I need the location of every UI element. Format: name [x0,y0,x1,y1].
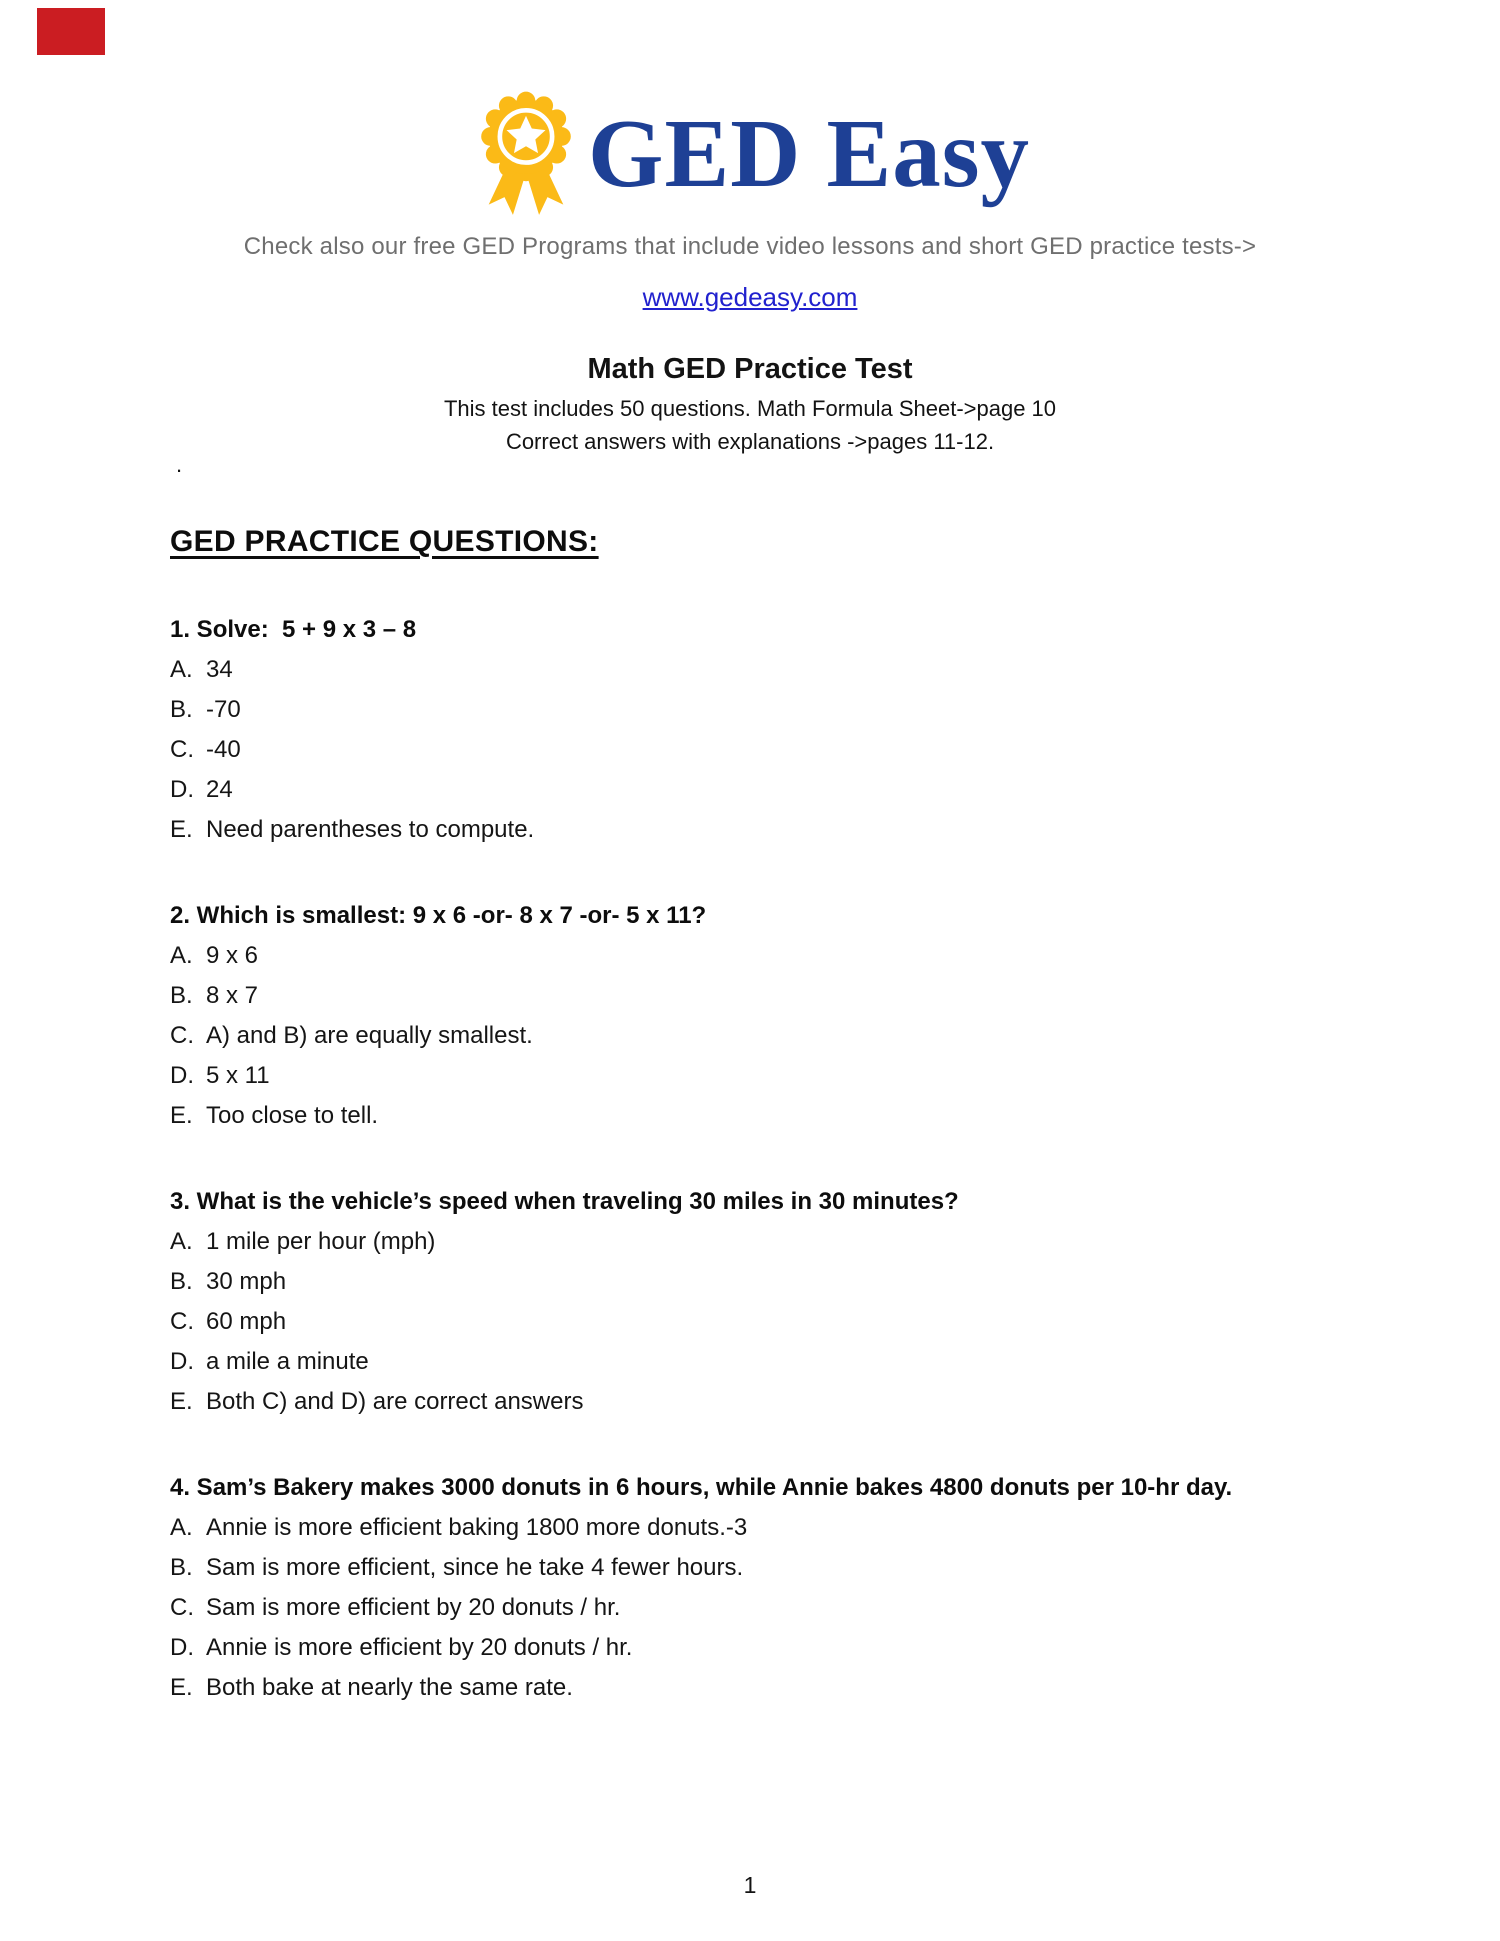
option-text: 34 [206,656,233,683]
option-letter: C. [170,1308,194,1335]
option-letter: B. [170,696,193,723]
answer-option [170,1342,1390,1382]
answer-option [170,1096,1390,1136]
answer-option [170,1056,1390,1096]
subtitle-line-1: This test includes 50 questions. Math Formula Sheet->page 10 [443,396,1057,421]
option-text: -40 [206,736,241,763]
option-text: 30 mph [206,1268,287,1295]
answer-option [170,1222,1390,1262]
answer-option [170,1302,1390,1342]
option-text: Sam is more efficient by 20 donuts / hr. [206,1594,621,1621]
option-text: Annie is more efficient baking 1800 more donuts.-3 [206,1514,748,1541]
option-letter: A. [170,1514,193,1541]
answer-option [170,1628,1390,1668]
answer-option [170,1668,1390,1708]
answer-option [170,1508,1390,1548]
answer-option [170,1588,1390,1628]
answer-option [170,730,1390,770]
option-letter: C. [170,1594,194,1621]
answer-option [170,1548,1390,1588]
option-letter: B. [170,982,193,1009]
question-block [170,896,1390,1136]
option-text: 5 x 11 [206,1062,270,1089]
section-heading: GED PRACTICE QUESTIONS: [170,525,599,558]
option-letter: D. [170,1062,194,1089]
answer-option [170,810,1390,850]
option-text: Both bake at nearly the same rate. [206,1674,573,1701]
option-letter: C. [170,736,194,763]
answer-option [170,770,1390,810]
option-text: 9 x 6 [206,942,259,969]
option-letter: C. [170,1022,194,1049]
option-text: 8 x 7 [206,982,259,1009]
red-marker [37,8,105,55]
answer-option [170,650,1390,690]
option-letter: D. [170,776,194,803]
option-text: Annie is more efficient by 20 donuts / hr. [206,1634,633,1661]
option-letter: D. [170,1348,194,1375]
option-text: a mile a minute [206,1348,369,1375]
answer-option [170,1262,1390,1302]
question-prompt: 3. What is the vehicle’s speed when traveling 30 miles in 30 minutes? [170,1188,959,1215]
promo-line: Check also our free GED Programs that include video lessons and short GED practice tests-> [243,233,1257,260]
option-letter: B. [170,1554,193,1581]
option-letter: B. [170,1268,193,1295]
award-ribbon-badge-icon [470,82,582,218]
option-text: Need parentheses to compute. [206,816,535,843]
option-letter: E. [170,1102,193,1129]
page-subtitle [0,392,1500,458]
option-letter: A. [170,942,193,969]
answer-option [170,936,1390,976]
answer-option [170,1016,1390,1056]
question-block [170,1182,1390,1422]
option-letter: E. [170,1674,193,1701]
questions [170,610,1390,1754]
page-number: 1 [743,1872,757,1898]
option-letter: E. [170,1388,193,1415]
option-text: Both C) and D) are correct answers [206,1388,584,1415]
option-text: 24 [206,776,233,803]
option-letter: A. [170,1228,193,1255]
question-block [170,610,1390,850]
option-text: Sam is more efficient, since he take 4 fewer hours. [206,1554,744,1581]
option-letter: E. [170,816,193,843]
page-title: Math GED Practice Test [587,353,913,385]
logo-wordmark: GED Easy [588,100,1030,207]
option-text: A) and B) are equally smallest. [206,1022,533,1049]
option-letter: A. [170,656,193,683]
website-link[interactable]: www.gedeasy.com [642,282,858,312]
stray-period: . [176,452,183,477]
site-link-row [0,280,1500,314]
question-prompt: 2. Which is smallest: 9 x 6 -or- 8 x 7 -or- 5 x 11? [170,902,707,929]
logo [0,82,1500,218]
question-prompt: 1. Solve: 5 + 9 x 3 – 8 [170,616,417,643]
option-text: -70 [206,696,241,723]
option-text: 60 mph [206,1308,287,1335]
option-text: Too close to tell. [206,1102,379,1129]
answer-option [170,976,1390,1016]
option-text: 1 mile per hour (mph) [206,1228,436,1255]
answer-option [170,690,1390,730]
answer-option [170,1382,1390,1422]
option-letter: D. [170,1634,194,1661]
question-block [170,1468,1390,1708]
question-prompt: 4. Sam’s Bakery makes 3000 donuts in 6 hours, while Annie bakes 4800 donuts per 10-hr day. [170,1474,1233,1501]
subtitle-line-2: Correct answers with explanations ->pages 11-12. [505,429,995,454]
